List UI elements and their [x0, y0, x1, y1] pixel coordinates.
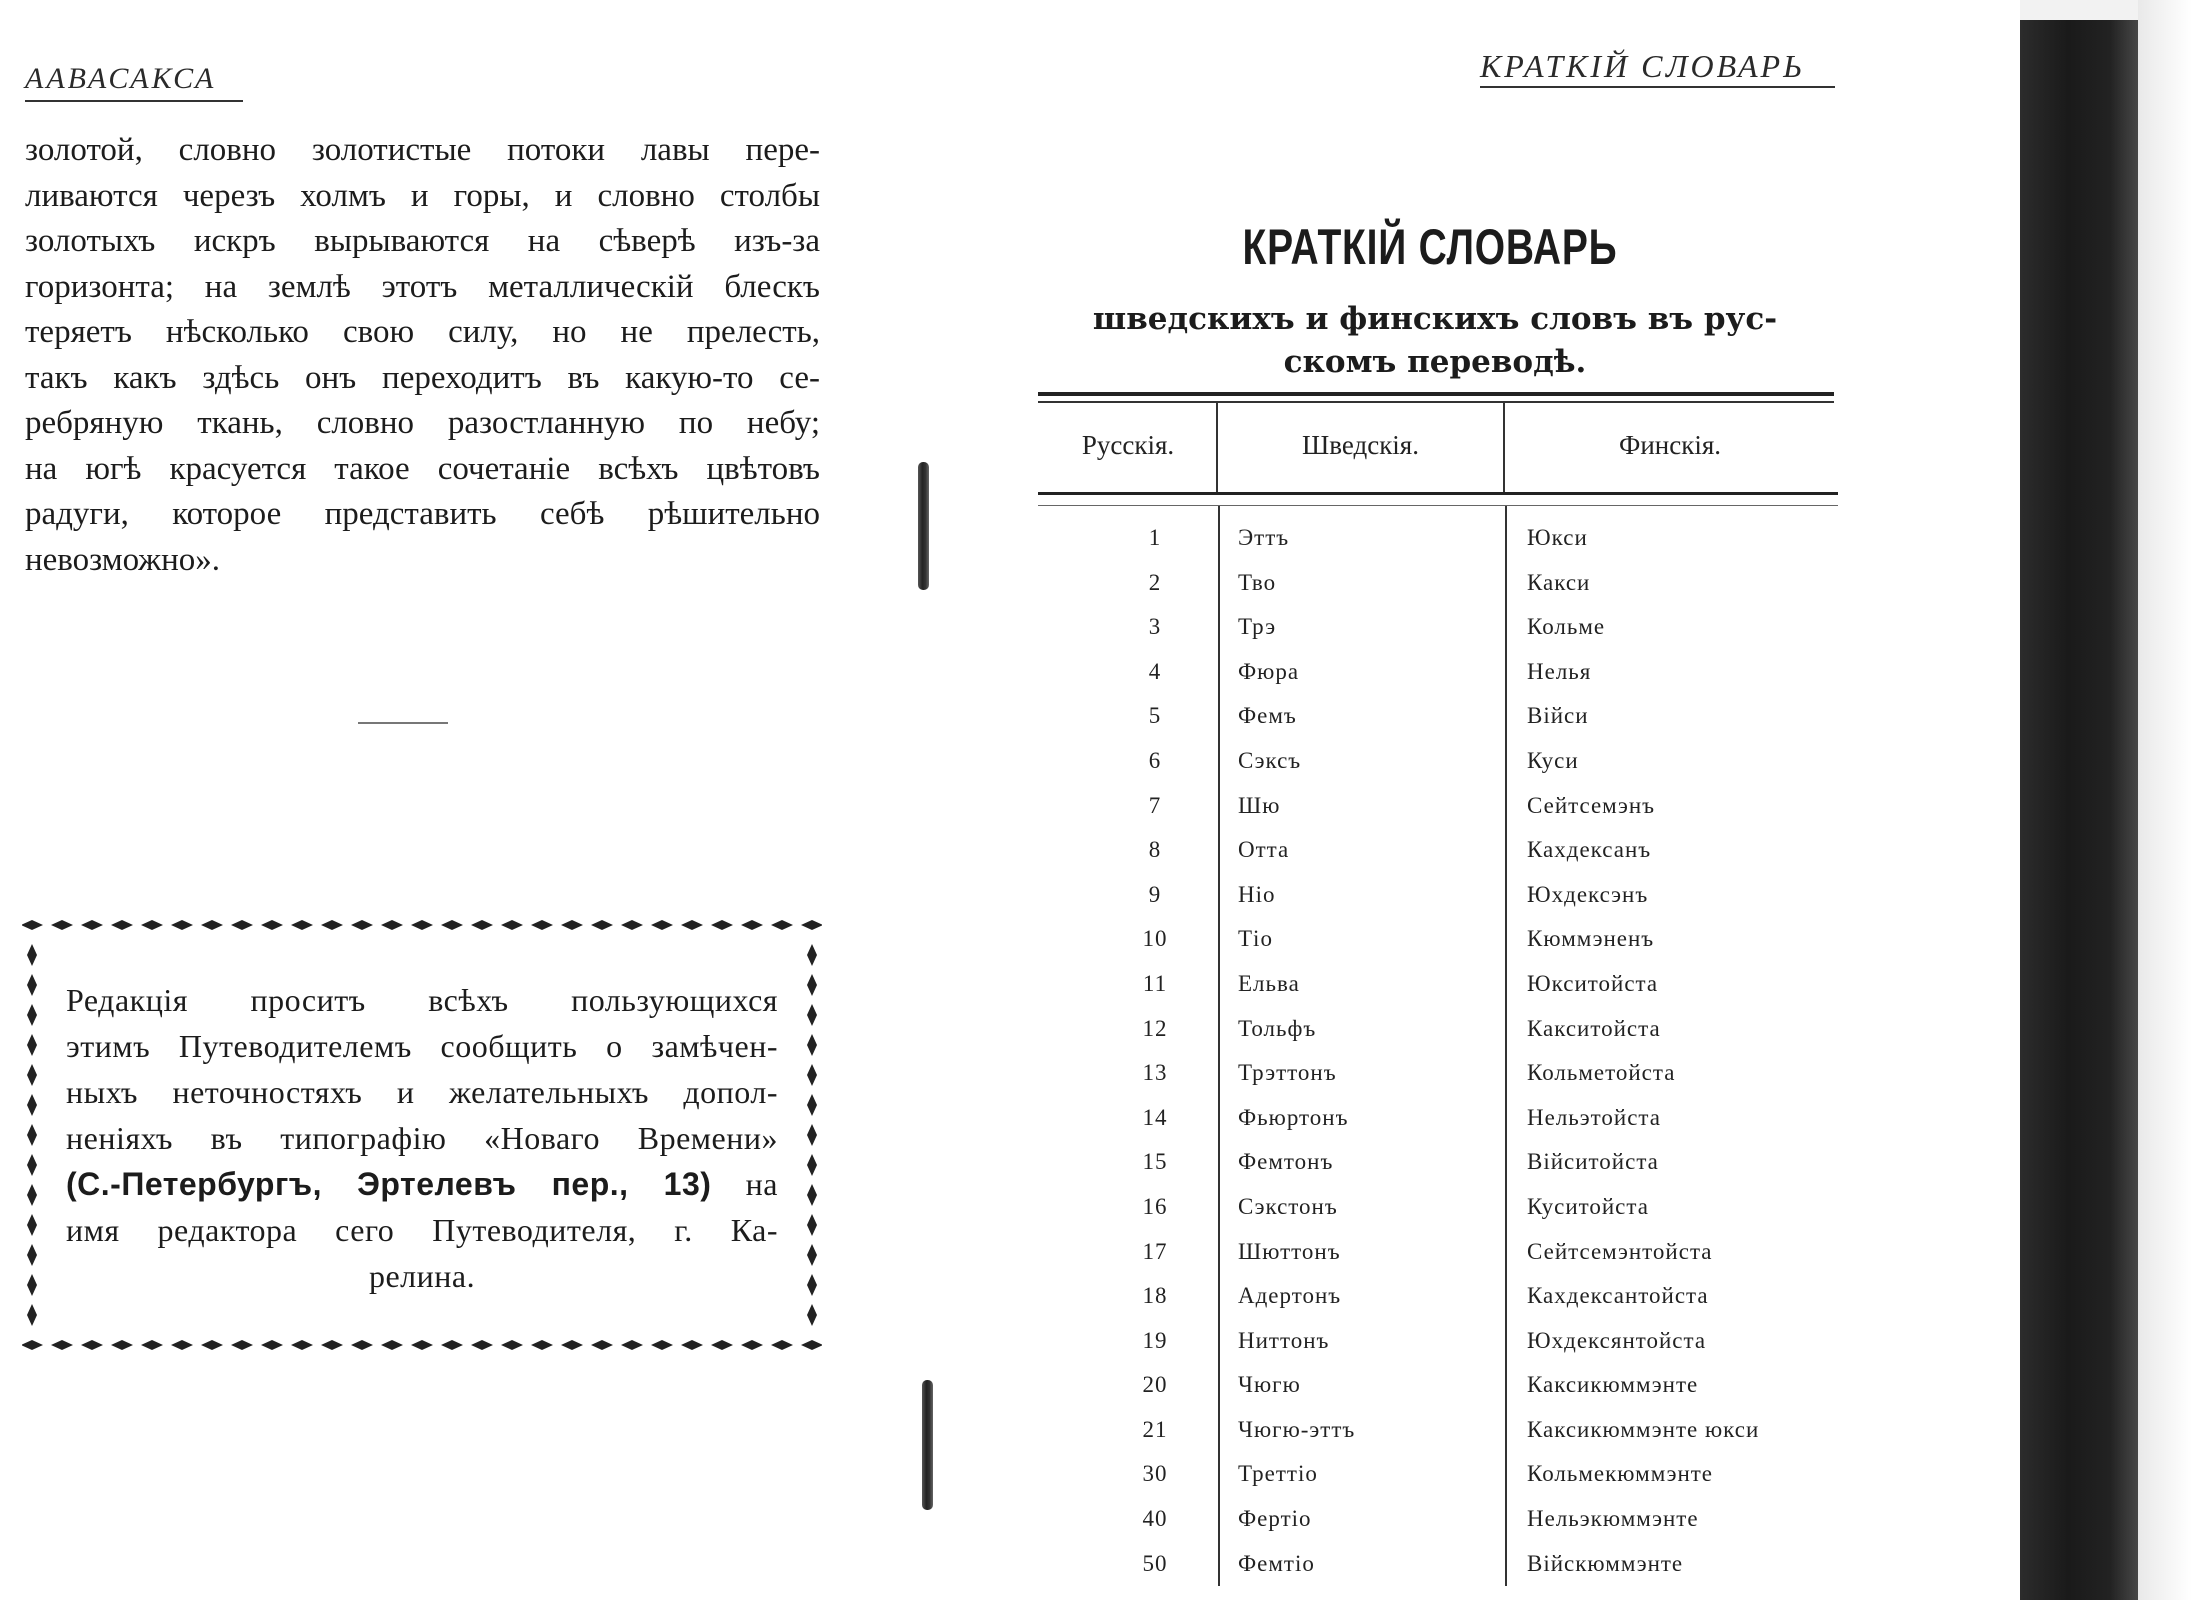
- left-head-rule: [25, 100, 243, 102]
- column-header-swedish: Шведскія.: [1302, 430, 1419, 460]
- binding-staple-bottom: [922, 1380, 933, 1510]
- border-ornament: [591, 1340, 613, 1350]
- border-ornament: [651, 920, 673, 930]
- table-row: [1040, 875, 1840, 920]
- border-ornament: [22, 1340, 43, 1350]
- body-line: золотыхъ искръ вырываются на сѣверѣ изъ-за: [25, 223, 820, 259]
- border-ornament: [807, 1304, 817, 1326]
- swedish-cell: Шю: [1238, 792, 1281, 818]
- table-row: [1040, 1009, 1840, 1054]
- finnish-cell: Кахдексанъ: [1527, 837, 1652, 863]
- swedish-cell: Шюттонъ: [1238, 1238, 1341, 1264]
- swedish-cell: Ниттонъ: [1238, 1327, 1330, 1353]
- swedish-cell: Тво: [1238, 569, 1277, 595]
- border-ornament: [111, 1340, 133, 1350]
- swedish-cell: Фюра: [1238, 658, 1300, 684]
- body-line: на югѣ красуется такое сочетаніе всѣхъ цвѣтовъ: [25, 450, 820, 487]
- swedish-cell: Ельва: [1238, 970, 1300, 996]
- table-row: [1040, 607, 1840, 652]
- border-ornament: [807, 974, 817, 996]
- swedish-cell: Чюгю: [1238, 1372, 1301, 1398]
- table-row: [1040, 1410, 1840, 1455]
- border-ornament: [22, 920, 43, 930]
- table-row: [1040, 1232, 1840, 1277]
- number-cell: 5: [1148, 703, 1162, 729]
- finnish-cell: Юхдексэнъ: [1527, 881, 1649, 907]
- notice-line: релина.: [368, 1258, 476, 1294]
- scanner-shadow-strip: [2020, 20, 2140, 1600]
- finnish-cell: Каксикюммэнте: [1527, 1372, 1699, 1398]
- border-ornament: [27, 1274, 37, 1296]
- table-row: [1040, 786, 1840, 831]
- border-ornament: [651, 1340, 673, 1350]
- border-ornament: [171, 1340, 193, 1350]
- border-ornament: [591, 920, 613, 930]
- finnish-cell: Юхдексянтойста: [1527, 1327, 1707, 1353]
- header-bottom-rule-thin: [1038, 505, 1838, 506]
- border-ornament: [231, 920, 253, 930]
- notice-line-tail: на: [711, 1166, 779, 1202]
- table-row: [1040, 964, 1840, 1009]
- border-ornament: [801, 920, 822, 930]
- border-ornament: [807, 1094, 817, 1116]
- body-line: горизонта; на землѣ этотъ металлическій блескъ: [25, 268, 820, 305]
- border-ornament: [621, 920, 643, 930]
- swedish-cell: Трэттонъ: [1238, 1060, 1337, 1086]
- swedish-cell: Тіо: [1238, 926, 1273, 952]
- left-body-text: [25, 128, 820, 583]
- swedish-cell: Эттъ: [1238, 525, 1290, 550]
- border-ornament: [621, 1340, 643, 1350]
- swedish-cell: Фемъ: [1238, 703, 1297, 729]
- table-row: [1040, 741, 1840, 786]
- notice-line: ныхъ неточностяхъ и желательныхъ допол-: [66, 1074, 778, 1110]
- dictionary-subtitle: [1045, 298, 1825, 384]
- number-cell: 11: [1142, 970, 1168, 996]
- swedish-cell: Трэ: [1238, 614, 1277, 640]
- finnish-cell: Кахдексантойста: [1527, 1283, 1709, 1309]
- finnish-cell: Кольмекюммэнте: [1527, 1461, 1714, 1487]
- finnish-cell: Сейтсемэнъ: [1527, 792, 1656, 818]
- border-ornament: [27, 1034, 37, 1056]
- border-ornament: [291, 1340, 313, 1350]
- border-ornament: [471, 1340, 493, 1350]
- table-row: [1040, 1365, 1840, 1410]
- border-ornament: [321, 920, 343, 930]
- finnish-cell: Війси: [1527, 703, 1589, 729]
- border-ornament: [531, 920, 553, 930]
- table-row: [1040, 1454, 1840, 1499]
- border-ornament: [231, 1340, 253, 1350]
- border-ornament: [27, 1004, 37, 1026]
- scan-margin: [2138, 0, 2192, 1600]
- border-ornament: [201, 1340, 223, 1350]
- table-top-rule: [1038, 392, 1834, 396]
- table-row: [1040, 830, 1840, 875]
- border-ornament: [561, 920, 583, 930]
- border-ornament: [711, 920, 733, 930]
- number-cell: 14: [1142, 1104, 1168, 1130]
- border-ornament: [27, 1064, 37, 1086]
- border-ornament: [801, 1340, 822, 1350]
- finnish-cell: Кольме: [1527, 614, 1606, 640]
- border-ornament: [261, 1340, 283, 1350]
- notice-text: [66, 977, 778, 1299]
- border-ornament: [27, 1304, 37, 1326]
- scene-break-rule: [358, 722, 448, 724]
- border-ornament: [807, 1244, 817, 1266]
- notice-line: Редакція проситъ всѣхъ пользующихся: [66, 982, 778, 1018]
- border-ornament: [807, 1184, 817, 1206]
- border-ornament: [807, 1034, 817, 1056]
- number-cell: 4: [1148, 658, 1162, 684]
- border-ornament: [171, 920, 193, 930]
- notice-address-bold: (С.-Петербургъ, Эртелевъ пер., 13): [66, 1166, 712, 1202]
- swedish-cell: Фемтіо: [1238, 1550, 1315, 1576]
- finnish-cell: Юкси: [1527, 525, 1588, 550]
- border-ornament: [51, 1340, 73, 1350]
- finnish-cell: Кольметойста: [1527, 1060, 1676, 1086]
- body-line: невозможно».: [25, 541, 221, 578]
- swedish-cell: Сэксъ: [1238, 747, 1302, 773]
- finnish-cell: Війситойста: [1527, 1149, 1659, 1175]
- swedish-cell: Фертіо: [1238, 1506, 1312, 1532]
- swedish-cell: Треттіо: [1238, 1461, 1318, 1487]
- border-ornament: [741, 1340, 763, 1350]
- border-ornament: [27, 944, 37, 966]
- swedish-cell: Сэкстонъ: [1238, 1193, 1338, 1219]
- finnish-cell: Війскюммэнте: [1527, 1550, 1684, 1576]
- table-row: [1040, 518, 1840, 563]
- table-row: [1040, 1053, 1840, 1098]
- border-ornament: [681, 1340, 703, 1350]
- number-cell: 21: [1142, 1416, 1168, 1442]
- swedish-cell: Фемтонъ: [1238, 1149, 1334, 1175]
- table-top-rule-thin: [1038, 401, 1834, 403]
- finnish-cell: Кюммэненъ: [1527, 926, 1655, 952]
- border-ornament: [27, 1244, 37, 1266]
- border-ornament: [807, 1064, 817, 1086]
- border-ornament: [807, 944, 817, 966]
- border-ornament: [807, 1124, 817, 1146]
- binding-staple-top: [918, 462, 929, 590]
- number-cell: 13: [1142, 1060, 1168, 1086]
- table-row: [1040, 696, 1840, 741]
- number-cell: 18: [1142, 1283, 1168, 1309]
- number-cell: 15: [1142, 1149, 1168, 1175]
- body-line: ливаются черезъ холмъ и горы, и словно столбы: [25, 177, 820, 214]
- table-row: [1040, 1544, 1840, 1589]
- number-cell: 3: [1148, 614, 1162, 640]
- body-line: такъ какъ здѣсь онъ переходитъ въ какую-то се-: [25, 359, 820, 396]
- border-ornament: [51, 920, 73, 930]
- dictionary-title: КРАТКІЙ СЛОВАРЬ: [1242, 219, 1618, 275]
- editorial-notice-box: [22, 915, 822, 1355]
- number-cell: 16: [1142, 1193, 1168, 1219]
- swedish-cell: Чюгю-эттъ: [1238, 1416, 1356, 1442]
- border-ornament: [561, 1340, 583, 1350]
- border-ornament: [441, 920, 463, 930]
- finnish-cell: Какси: [1527, 569, 1591, 595]
- border-ornament: [27, 1124, 37, 1146]
- number-cell: 19: [1142, 1327, 1168, 1353]
- border-ornament: [771, 1340, 793, 1350]
- border-ornament: [351, 1340, 373, 1350]
- column-header-russian: Русскія.: [1081, 430, 1175, 460]
- swedish-cell: Отта: [1238, 837, 1290, 863]
- border-ornament: [807, 1214, 817, 1236]
- swedish-cell: Адертонъ: [1238, 1283, 1342, 1309]
- table-row: [1040, 1499, 1840, 1544]
- border-ornament: [807, 1154, 817, 1176]
- border-ornament: [81, 1340, 103, 1350]
- number-cell: 6: [1148, 747, 1162, 773]
- border-ornament: [501, 1340, 523, 1350]
- notice-line: неніяхъ въ типографію «Новаго Времени»: [66, 1120, 778, 1156]
- border-ornament: [141, 1340, 163, 1350]
- body-line: радуги, которое представить себѣ рѣшительно: [25, 496, 820, 532]
- table-row: [1040, 1098, 1840, 1143]
- table-row: [1040, 1321, 1840, 1366]
- notice-line: этимъ Путеводителемъ сообщить о замѣчен-: [66, 1028, 778, 1064]
- finnish-cell: Сейтсемэнтойста: [1527, 1238, 1713, 1264]
- border-ornament: [711, 1340, 733, 1350]
- body-line: теряетъ нѣсколько свою силу, но не прелесть,: [25, 314, 820, 350]
- border-ornament: [27, 1184, 37, 1206]
- subtitle-line: скомъ переводѣ.: [1283, 344, 1587, 380]
- table-row: [1040, 652, 1840, 697]
- border-ornament: [411, 920, 433, 930]
- border-ornament: [27, 1214, 37, 1236]
- finnish-cell: Какситойста: [1527, 1015, 1661, 1041]
- number-cell: 50: [1142, 1550, 1168, 1576]
- border-ornament: [441, 1340, 463, 1350]
- border-ornament: [111, 920, 133, 930]
- finnish-cell: Нельэтойста: [1527, 1104, 1661, 1130]
- swedish-cell: Ніо: [1238, 881, 1276, 907]
- right-head-rule: [1480, 86, 1835, 88]
- border-ornament: [807, 1274, 817, 1296]
- body-line: ребряную ткань, словно разостланную по небу;: [25, 405, 820, 441]
- border-ornament: [321, 1340, 343, 1350]
- border-ornament: [261, 920, 283, 930]
- table-row: [1040, 563, 1840, 608]
- border-ornament: [381, 1340, 403, 1350]
- border-ornament: [471, 920, 493, 930]
- finnish-cell: Нелья: [1527, 658, 1592, 684]
- number-cell: 7: [1148, 792, 1162, 818]
- number-cell: 40: [1142, 1506, 1168, 1532]
- finnish-cell: Нельэкюммэнте: [1527, 1506, 1699, 1532]
- subtitle-line: шведскихъ и финскихъ словъ въ рус-: [1092, 301, 1778, 337]
- notice-line: [66, 1161, 778, 1207]
- border-ornament: [351, 920, 373, 930]
- number-cell: 1: [1148, 525, 1162, 550]
- border-ornament: [681, 920, 703, 930]
- border-ornament: [411, 1340, 433, 1350]
- finnish-cell: Куси: [1527, 747, 1579, 773]
- number-cell: 20: [1142, 1372, 1168, 1398]
- finnish-cell: Куситойста: [1527, 1193, 1649, 1219]
- notice-line: имя редактора сего Путеводителя, г. Ка-: [66, 1212, 778, 1248]
- finnish-cell: Каксикюммэнте юкси: [1527, 1416, 1760, 1442]
- table-row: [1040, 919, 1840, 964]
- border-ornament: [81, 920, 103, 930]
- border-ornament: [741, 920, 763, 930]
- table-row: [1040, 1276, 1840, 1321]
- border-ornament: [141, 920, 163, 930]
- column-header-finnish: Финскія.: [1618, 430, 1721, 460]
- swedish-cell: Фьюртонъ: [1238, 1104, 1349, 1130]
- number-cell: 8: [1148, 837, 1162, 863]
- border-ornament: [27, 974, 37, 996]
- border-ornament: [27, 1154, 37, 1176]
- number-cell: 30: [1142, 1461, 1168, 1487]
- border-ornament: [27, 1094, 37, 1116]
- number-cell: 12: [1142, 1015, 1168, 1041]
- border-ornament: [531, 1340, 553, 1350]
- number-cell: 10: [1142, 926, 1168, 952]
- number-cell: 2: [1148, 569, 1162, 595]
- number-cell: 9: [1148, 881, 1162, 907]
- number-cell: 17: [1142, 1238, 1168, 1264]
- swedish-cell: Тольфъ: [1238, 1015, 1317, 1041]
- table-row: [1040, 1142, 1840, 1187]
- body-line: золотой, словно золотистые потоки лавы пере-: [25, 132, 820, 168]
- table-row: [1040, 1187, 1840, 1232]
- finnish-cell: Юкситойста: [1527, 970, 1659, 996]
- border-ornament: [501, 920, 523, 930]
- border-ornament: [201, 920, 223, 930]
- border-ornament: [771, 920, 793, 930]
- header-bottom-rule: [1038, 492, 1838, 495]
- border-ornament: [291, 920, 313, 930]
- border-ornament: [807, 1004, 817, 1026]
- right-running-head: КРАТКІЙ СЛОВАРЬ: [1480, 48, 1805, 84]
- dictionary-table-body: [1040, 518, 1840, 1588]
- border-ornament: [381, 920, 403, 930]
- left-running-head: ААВАСАКСА: [25, 62, 217, 95]
